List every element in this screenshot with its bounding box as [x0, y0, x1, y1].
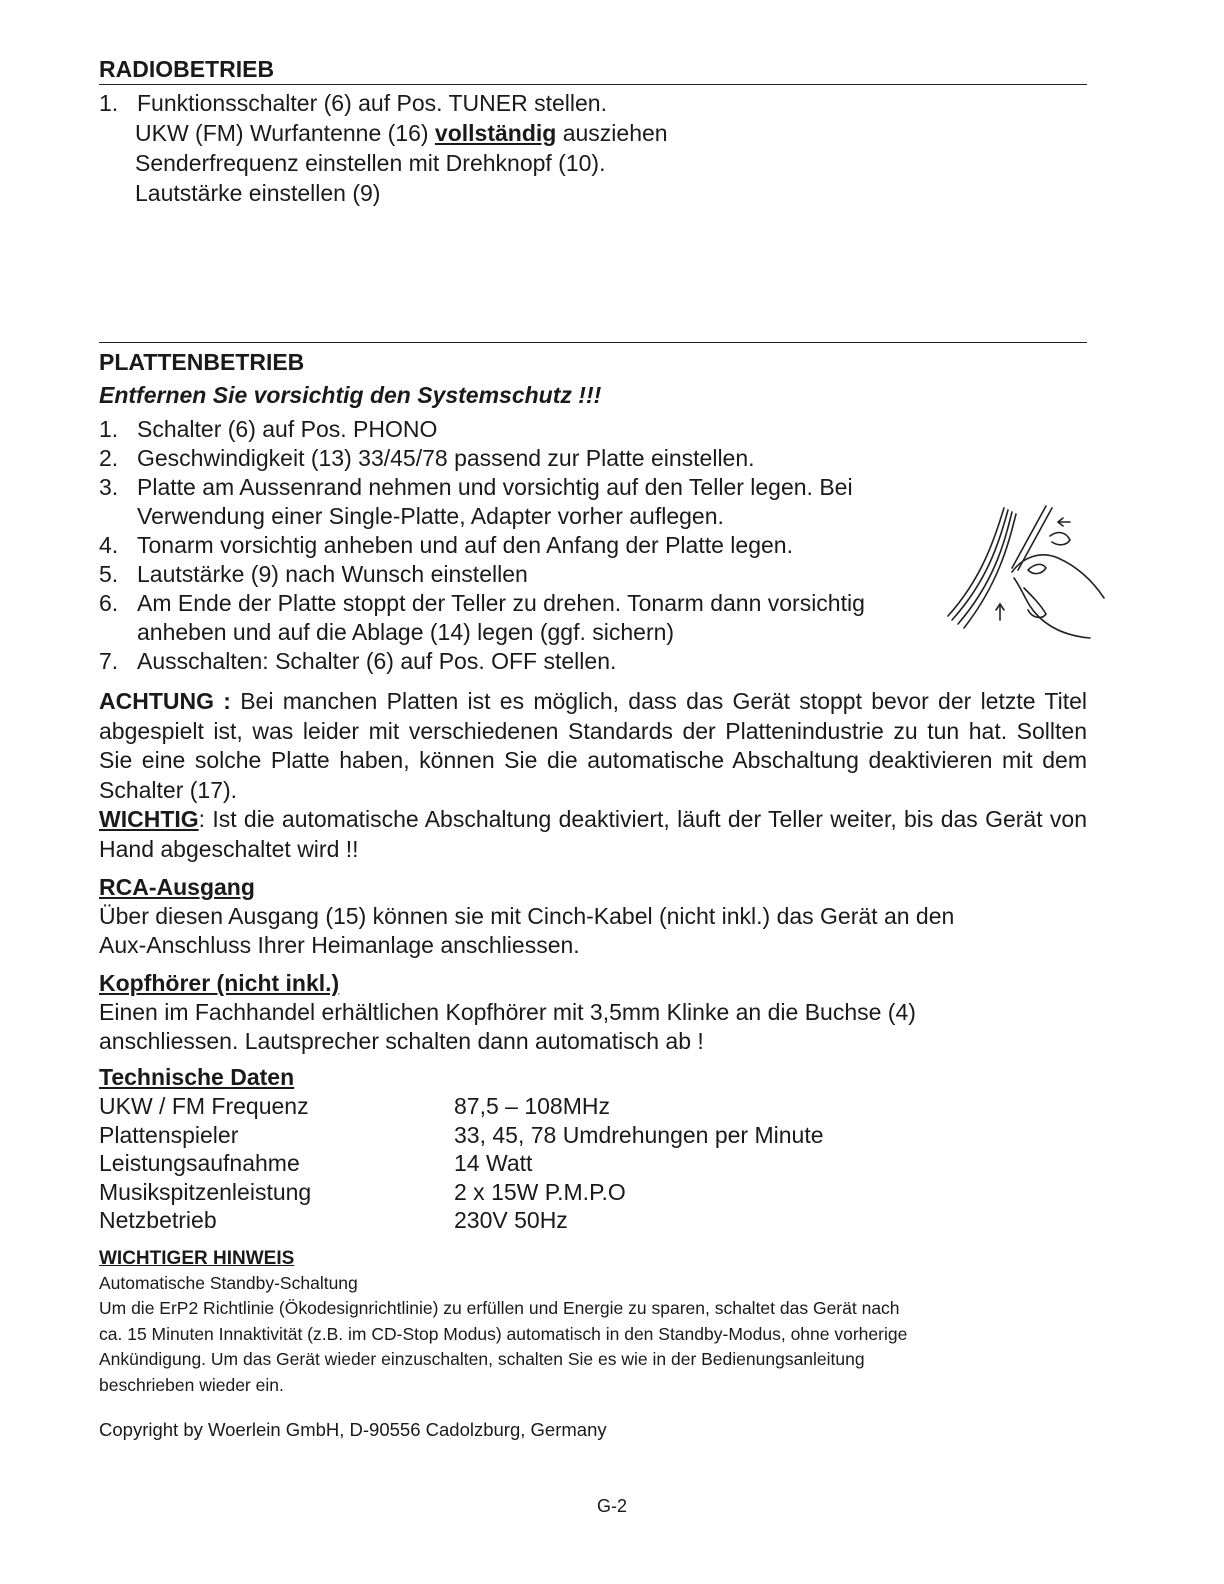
step-line: Schalter (6) auf Pos. PHONO: [137, 416, 438, 442]
list-item: [99, 444, 939, 473]
tech-label: Leistungsaufnahme: [99, 1150, 300, 1176]
table-row: [99, 1149, 1087, 1178]
tech-label: UKW / FM Frequenz: [99, 1093, 309, 1119]
step-text: [137, 444, 939, 473]
step-number: 7.: [99, 648, 119, 674]
tech-value: 14 Watt: [454, 1150, 533, 1176]
tech-label: Musikspitzenleistung: [99, 1178, 312, 1205]
radio-steps: [99, 88, 1087, 208]
tech-table: [99, 1092, 1087, 1235]
step-number: 5.: [99, 561, 119, 587]
step-number: 2.: [99, 445, 119, 471]
tech-value: 33, 45, 78 Umdrehungen per Minute: [454, 1121, 824, 1148]
step-text: [137, 560, 939, 589]
wichtig-paragraph: [99, 805, 1087, 864]
step-text: Funktionsschalter (6) auf Pos. TUNER stellen.: [137, 90, 607, 116]
step-line: Geschwindigkeit (13) 33/45/78 passend zur Platte einstellen.: [137, 445, 755, 471]
platten-section: [99, 342, 1087, 676]
hand-outline: [1012, 555, 1104, 598]
hinweis-sub: Automatische Standby-Schaltung: [99, 1272, 358, 1293]
list-item: [99, 531, 939, 560]
step-line: Verwendung einer Single-Platte, Adapter vorher auflegen.: [137, 503, 724, 529]
kopf-heading: Kopfhörer (nicht inkl.): [99, 970, 340, 996]
list-item: [99, 647, 939, 676]
step-text: [137, 473, 939, 531]
step-line: anheben und auf die Ablage (14) legen (ggf. sichern): [137, 619, 675, 645]
step-number: 1.: [99, 416, 119, 442]
table-row: [99, 1121, 1087, 1150]
tech-value: 2 x 15W P.M.P.O: [454, 1178, 626, 1205]
page-number: G-2: [596, 1496, 627, 1516]
rca-body: [99, 902, 1087, 960]
step-number: 1.: [99, 90, 119, 116]
rca-heading: RCA-Ausgang: [99, 874, 255, 900]
step-number: 4.: [99, 532, 119, 558]
step-number: 3.: [99, 474, 119, 500]
kopf-body: [99, 998, 1087, 1056]
hinweis-line: beschrieben wieder ein.: [99, 1374, 284, 1395]
hinweis-line: Um die ErP2 Richtlinie (Ökodesignrichtlinie) zu erfüllen und Energie zu sparen, schaltet das Gerät nach: [99, 1298, 900, 1318]
kopf-line: Einen im Fachhandel erhältlichen Kopfhörer mit 3,5mm Klinke an die Buchse (4): [99, 999, 916, 1025]
tech-label: Plattenspieler: [99, 1121, 239, 1148]
step-text: [137, 531, 939, 560]
step-text: [137, 589, 939, 647]
step-line: Ausschalten: Schalter (6) auf Pos. OFF stellen.: [137, 648, 617, 674]
finger-outline: [1028, 564, 1046, 573]
hand-outline: [1014, 578, 1090, 638]
hinweis-body: [99, 1296, 1087, 1398]
hinweis-line: ca. 15 Minuten Innaktivität (z.B. im CD-Stop Modus) automatisch in den Standby-Modus, ohne vorherige: [99, 1323, 908, 1344]
tech-label: Netzbetrieb: [99, 1207, 217, 1233]
radio-line-volume: Lautstärke einstellen (9): [135, 180, 381, 206]
radio-line-antenna: [99, 118, 1087, 148]
achtung-paragraph: [99, 687, 1087, 805]
hinweis-line: Ankündigung. Um das Gerät wieder einzuschalten, schalten Sie es wie in der Bedienungsanleitung: [99, 1349, 865, 1369]
achtung-label: ACHTUNG :: [99, 688, 231, 714]
rca-line: Aux-Anschluss Ihrer Heimanlage anschliessen.: [99, 932, 580, 958]
step-line: Platte am Aussenrand nehmen und vorsichtig auf den Teller legen. Bei: [137, 474, 853, 500]
tech-value: 87,5 – 108MHz: [454, 1093, 610, 1119]
tech-heading: Technische Daten: [99, 1064, 295, 1090]
step-text: [137, 415, 939, 444]
list-item: [99, 473, 939, 531]
table-row: [99, 1178, 1087, 1207]
rca-line: Über diesen Ausgang (15) können sie mit Cinch-Kabel (nicht inkl.) das Gerät an den: [99, 903, 955, 929]
document-page: [99, 54, 1087, 1442]
radio-line-frequency: Senderfrequenz einstellen mit Drehknopf (10).: [135, 150, 606, 176]
radio-heading: RADIOBETRIEB: [99, 54, 1087, 85]
table-row: [99, 1092, 1087, 1121]
step-line: Tonarm vorsichtig anheben und auf den Anfang der Platte legen.: [137, 532, 793, 558]
platten-steps: [99, 415, 939, 676]
copyright: Copyright by Woerlein GmbH, D-90556 Cadolzburg, Germany: [99, 1419, 607, 1440]
wichtig-label: WICHTIG: [99, 806, 199, 832]
platten-warning: Entfernen Sie vorsichtig den Systemschutz !!!: [99, 382, 602, 408]
kopf-line: anschliessen. Lautsprecher schalten dann automatisch ab !: [99, 1028, 704, 1054]
record-edge-line: [958, 512, 1012, 624]
antenna-text-end: ausziehen: [556, 120, 668, 146]
list-item: [99, 560, 939, 589]
table-row: [99, 1206, 1087, 1235]
antenna-text: UKW (FM) Wurfantenne (16): [135, 120, 435, 146]
step-line: Am Ende der Platte stoppt der Teller zu drehen. Tonarm dann vorsichtig: [137, 590, 865, 616]
list-item: [99, 88, 1087, 118]
record-edge-line: [964, 514, 1016, 628]
antenna-emphasis: vollständig: [434, 120, 557, 146]
step-text: [137, 647, 939, 676]
cartridge-outline: [1050, 533, 1070, 545]
list-item: [99, 415, 939, 444]
tech-value: 230V 50Hz: [454, 1207, 568, 1233]
step-number: 6.: [99, 590, 119, 616]
list-item: [99, 589, 939, 647]
platten-heading: PLATTENBETRIEB: [99, 349, 305, 375]
achtung-text: Bei manchen Platten ist es möglich, dass das Gerät stoppt bevor der letzte Titel abgespielt ist, was leider mit verschiedenen Standards der Plattenindustrie zu tun hat. Sollten Sie eine solche Platte haben, können Sie die automatische Abschaltung deaktivieren mit dem Schalter (17).: [99, 688, 1087, 803]
step-line: Lautstärke (9) nach Wunsch einstellen: [137, 561, 528, 587]
tonearm-illustration: [942, 500, 1112, 642]
hinweis-heading: WICHTIGER HINWEIS: [99, 1247, 295, 1269]
wichtig-text: : Ist die automatische Abschaltung deaktiviert, läuft der Teller weiter, bis das Gerät von Hand abgeschaltet wird !!: [99, 806, 1087, 862]
